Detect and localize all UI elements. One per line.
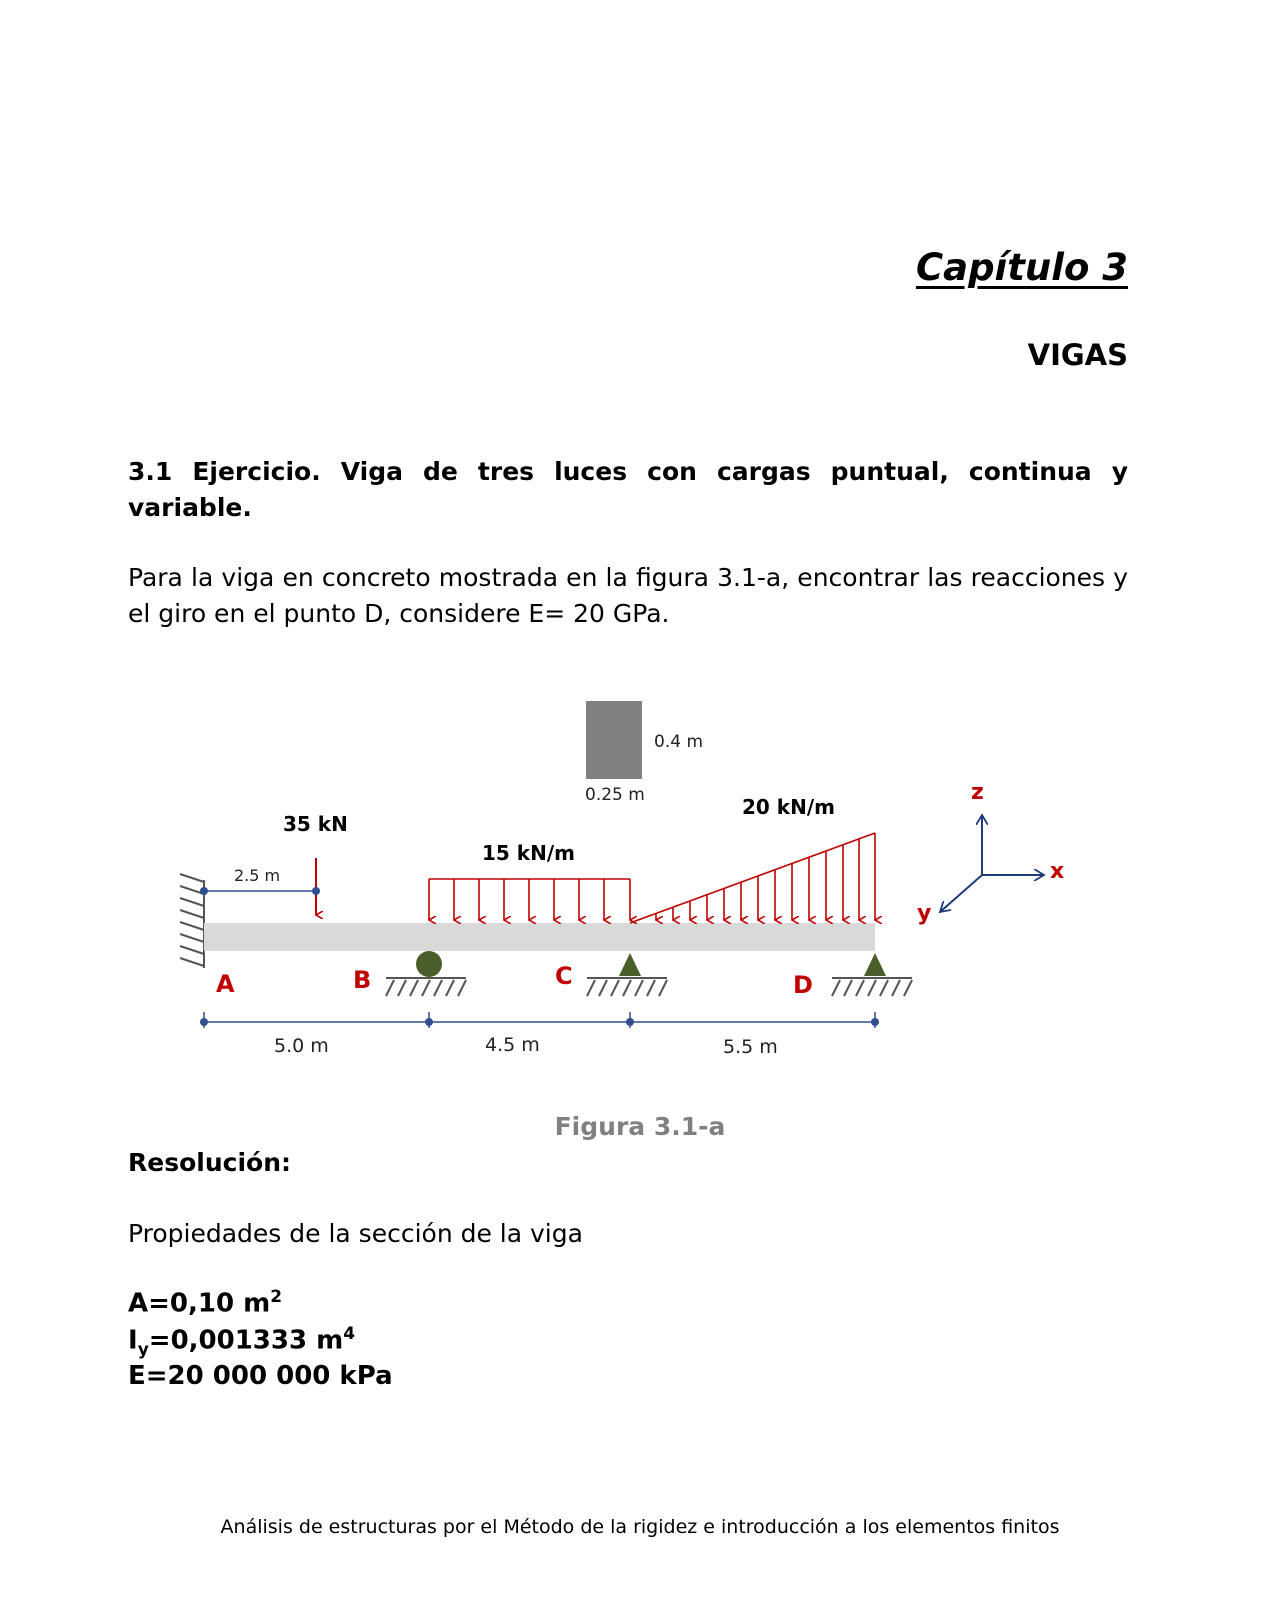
triangular-load-label: 20 kN/m <box>742 795 835 819</box>
distributed-load <box>429 879 630 920</box>
figure-caption: Figura 3.1-a <box>554 1112 726 1141</box>
inertia-subscript: y <box>137 1339 149 1360</box>
inertia-exponent: 4 <box>343 1324 356 1344</box>
span-2-label: 4.5 m <box>485 1034 540 1056</box>
span-1-label: 5.0 m <box>274 1035 329 1057</box>
beam <box>204 923 875 951</box>
node-d-label: D <box>793 971 813 999</box>
axis-z-label: z <box>971 780 984 805</box>
node-c-label: C <box>555 962 573 990</box>
inertia-value: =0,001333 m <box>148 1325 344 1356</box>
span-dimension-line <box>200 1012 879 1028</box>
section-width-label: 0.25 m <box>585 785 645 805</box>
roller-support-b <box>384 951 466 996</box>
section-height-label: 0.4 m <box>654 732 703 752</box>
beam-figure <box>0 690 1280 1080</box>
exercise-prompt: Para la viga en concreto mostrada en la figura 3.1-a, encontrar las reacciones y el giro en el punto D, considere E= 20 GPa. <box>128 563 1128 628</box>
fixed-support-a <box>180 874 204 972</box>
page-footer: Análisis de estructuras por el Método de la rigidez e introducción a los elementos finitos <box>220 1516 1060 1538</box>
area-property <box>128 1287 282 1319</box>
modulus-property: E=20 000 000 kPa <box>128 1361 393 1391</box>
axis-y-label: y <box>917 901 932 926</box>
axes-icon <box>940 815 1044 912</box>
point-load-dimension <box>200 887 320 895</box>
node-a-label: A <box>216 970 235 998</box>
point-load-distance-label: 2.5 m <box>234 866 281 885</box>
distributed-load-label: 15 kN/m <box>482 841 575 865</box>
point-load-label: 35 kN <box>283 812 348 836</box>
triangular-load <box>630 833 875 923</box>
area-value: A=0,10 m <box>128 1288 271 1319</box>
area-exponent: 2 <box>270 1287 283 1307</box>
span-3-label: 5.5 m <box>723 1036 778 1058</box>
section-properties-heading: Propiedades de la sección de la viga <box>128 1219 583 1248</box>
pin-support-c <box>585 953 667 996</box>
inertia-property <box>128 1324 355 1360</box>
inertia-symbol: I <box>128 1325 138 1356</box>
pin-support-d <box>830 953 912 996</box>
resolution-title: Resolución: <box>128 1148 291 1177</box>
beam-diagram <box>0 690 1280 1080</box>
node-b-label: B <box>353 966 372 994</box>
section-rect <box>586 701 642 779</box>
axis-x-label: x <box>1050 859 1065 884</box>
exercise-title: 3.1 Ejercicio. Viga de tres luces con cargas puntual, continua y variable. <box>128 457 1128 522</box>
chapter-title: Capítulo 3 <box>915 246 1128 289</box>
part-title: VIGAS <box>1027 338 1128 372</box>
